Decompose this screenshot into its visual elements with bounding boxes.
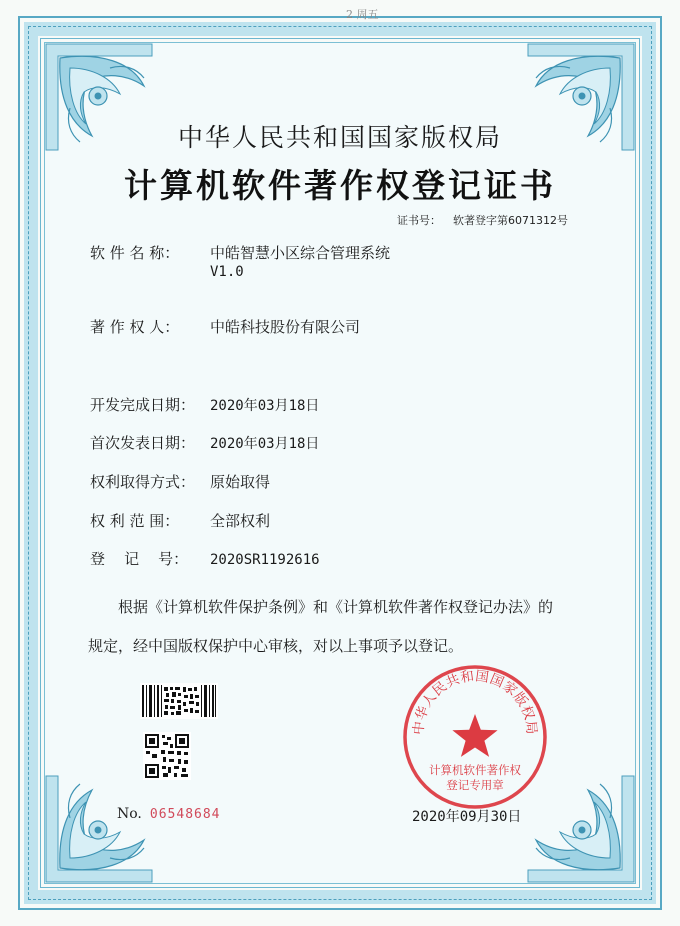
owner-label: 著 作 权 人： [90,318,180,336]
seal-line-2: 登记专用章 [446,778,504,792]
software-name-label: 软 件 名 称： [90,244,180,262]
seal-line-1: 计算机软件著作权 [429,763,521,777]
pub-date-label: 首次发表日期： [90,434,196,452]
certificate-title: 计算机软件著作权登记证书 [124,166,556,205]
registration-label: 登 记 号： [90,550,189,568]
acquire-row [90,471,270,492]
scope-row [90,510,270,531]
pub-date-value: 2020年03月18日 [210,436,320,452]
registration-row [90,548,320,569]
dev-date-row [90,394,319,415]
acquire-label: 权利取得方式： [90,473,196,491]
scope-value: 全部权利 [210,512,271,530]
corner-ornament-bottom-left [40,770,158,888]
seal-star-icon [452,714,497,757]
software-name-row [90,242,390,263]
barcode-image [140,683,218,719]
certificate-number [397,212,580,228]
software-version-value: V1.0 [210,264,244,280]
serial-value: 06548684 [149,807,221,822]
serial-number [117,806,221,822]
serial-label: No. [117,806,142,822]
issuing-authority: 中华人民共和国国家版权局 [177,123,502,152]
qr-code-image [143,732,191,780]
seal-ring-text: 中华人民共和国国家版权局 [410,668,540,736]
handwritten-note: 2 周五 [346,8,379,21]
acquire-value: 原始取得 [210,473,271,491]
certificate-number-value: 软著登字第6071312号 [453,214,568,227]
dev-date-label: 开发完成日期： [90,396,196,414]
software-version-row [90,262,244,280]
issue-date: 2020年09月30日 [412,809,522,825]
scope-label: 权 利 范 围： [90,512,180,530]
owner-row [90,316,360,337]
owner-value: 中皓科技股份有限公司 [210,318,361,336]
official-seal [400,662,550,812]
dev-date-value: 2020年03月18日 [210,398,320,414]
registration-value: 2020SR1192616 [210,552,320,568]
statement-line-2: 规定，经中国版权保护中心审核，对以上事项予以登记。 [88,637,464,655]
software-name-value: 中皓智慧小区综合管理系统 [210,244,391,262]
certificate-number-label: 证书号： [397,214,441,227]
statement-line-1: 根据《计算机软件保护条例》和《计算机软件著作权登记办法》的 [118,598,554,616]
pub-date-row [90,432,319,453]
